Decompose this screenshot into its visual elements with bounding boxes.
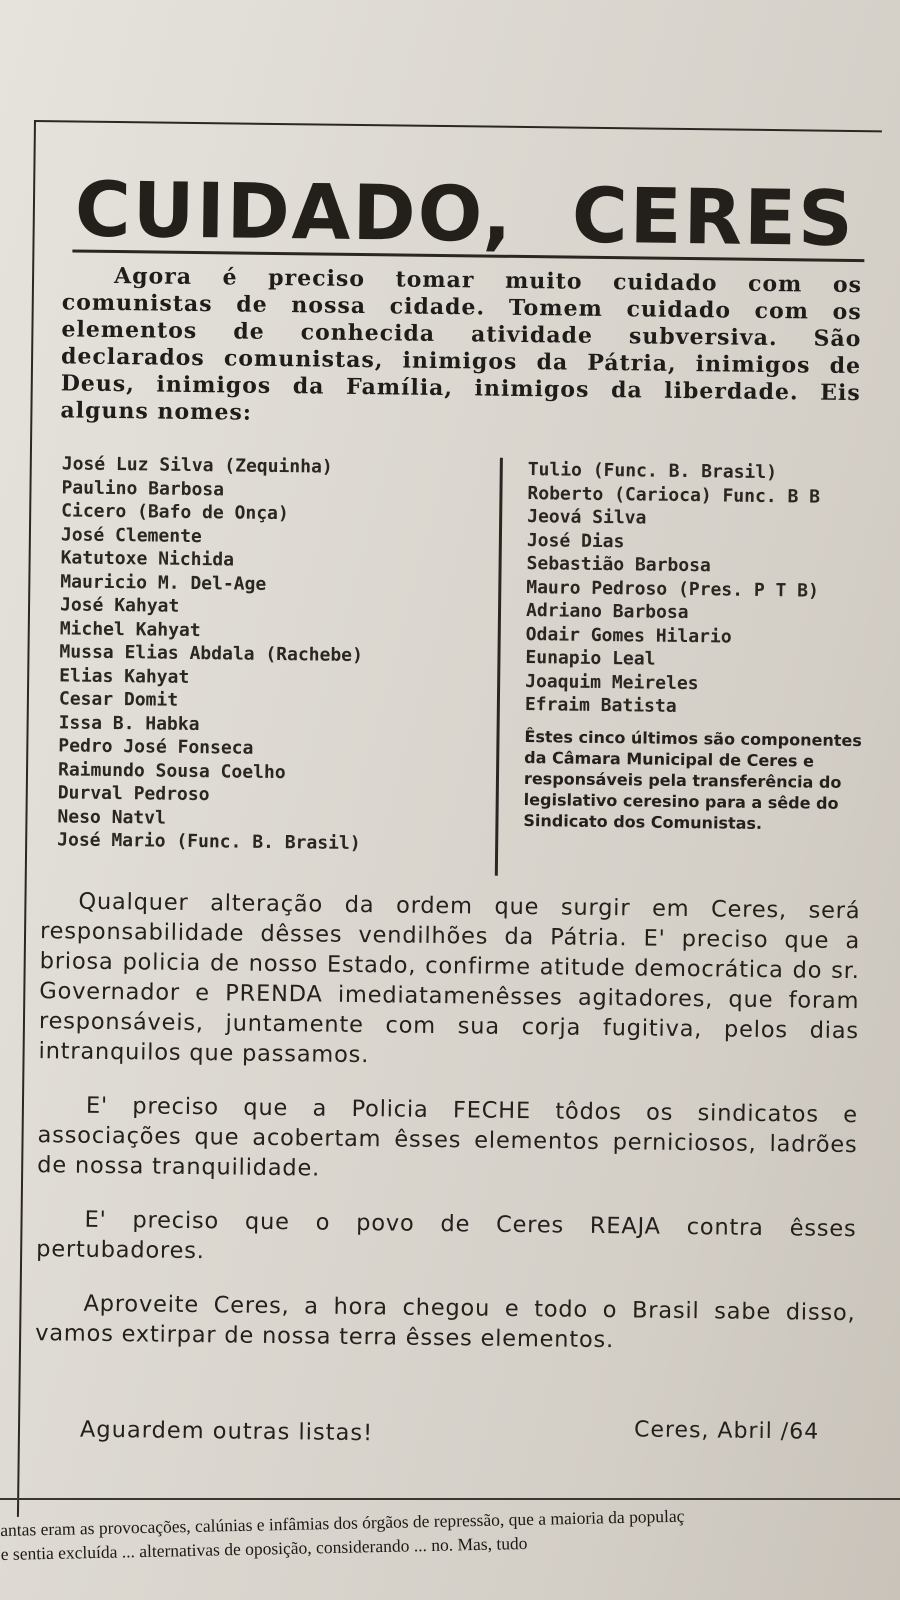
name-entry: Elias Kahyat [59, 664, 190, 688]
name-entry: Efraim Batista [524, 694, 677, 717]
name-entry: Mauro Pedroso (Pres. P T B) [526, 576, 820, 602]
name-entry: Roberto (Carioca) Func. B B [527, 482, 821, 508]
name-entry: José Mario (Func. B. Brasil) [57, 829, 361, 855]
name-entry: Odair Gomes Hilario [525, 623, 732, 648]
book-line: e sentia excluída ... alternativas de oposição, considerando ... no. Mas, tudo [0, 1532, 528, 1564]
name-entry: Sebastião Barbosa [526, 553, 711, 577]
name-entry: Jeová Silva [527, 506, 647, 529]
name-entry: Michel Kahyat [59, 617, 201, 641]
name-entry: Neso Natvl [57, 805, 166, 829]
name-entry: José Luz Silva (Zequinha) [61, 453, 333, 478]
name-entry: José Dias [526, 529, 625, 552]
council-note: Êstes cinco últimos são componentes da Câmara Municipal de Ceres e responsáveis pela transferência do legislativo ceresino para a sêde do Sindicato dos Comunistas. [523, 727, 862, 833]
flyer [17, 120, 882, 1527]
place-date-signature: Ceres, Abril /64 [633, 1417, 820, 1445]
body-paragraph: E' preciso que o povo de Ceres REAJA contra êsses pertubadores. [36, 1206, 857, 1265]
name-entry: Cicero (Bafo de Onça) [61, 500, 289, 525]
intro-paragraph: Agora é preciso tomar muito cuidado com os comunistas de nossa cidade. Tomem cuidado com os elementos de conhecida atividade subversiva. São declarados comunistas, inimigos da Pátria, inimigos de Deus, inimigos da Família, inimigos da liberdade. Eis alguns nomes: [60, 262, 863, 426]
book-rule [0, 1498, 900, 1500]
headline: CUIDADO, CERES [74, 164, 856, 264]
body-text [35, 886, 861, 1382]
name-entry: Cesar Domit [58, 688, 179, 711]
name-entry: Mussa Elias Abdala (Rachebe) [59, 641, 364, 667]
book-line: antas eram as provocações, calúnias e infâmias dos órgãos de repressão, que a maioria da populaç [0, 1505, 685, 1540]
names-left-column [57, 452, 482, 857]
body-paragraph: Aproveite Ceres, a hora chegou e todo o Brasil sabe disso, vamos extirpar de nossa terra êsses elementos. [35, 1290, 856, 1354]
closing-line: Aguardem outras listas! [79, 1416, 374, 1447]
body-paragraph: E' preciso que a Policia FECHE tôdos os sindicatos e associações que acobertam êsses elementos perniciosos, ladrões de nossa tranquilidade. [37, 1092, 859, 1182]
name-entry: Issa B. Habka [58, 711, 200, 735]
names-right-column [525, 458, 868, 721]
name-entry: José Kahyat [59, 594, 180, 617]
name-entry: Adriano Barbosa [525, 600, 689, 624]
body-paragraph: Qualquer alteração da ordem que surgir em Ceres, será responsabilidade dêsses vendilhões da Pátria. E' preciso que a briosa policia de nosso Estado, confirme atitude democrática do sr. Governador e PRENDA imediatamenêsses agitadores, que foram responsáveis, juntamente com sua corja fugitiva, pelos dias intranquilos que passamos. [38, 888, 861, 1069]
name-entry: Tulio (Func. B. Brasil) [527, 459, 778, 484]
name-entry: Pedro José Fonseca [58, 735, 254, 759]
name-entry: Katutoxe Nichida [60, 547, 235, 571]
name-entry: Paulino Barbosa [61, 476, 225, 500]
name-entry: José Clemente [60, 523, 202, 547]
name-entry: Joaquim Meireles [525, 670, 699, 694]
name-entry: Raimundo Sousa Coelho [57, 758, 286, 783]
name-entry: Durval Pedroso [57, 782, 210, 806]
name-entry: Eunapio Leal [525, 647, 656, 670]
name-entry: Mauricio M. Del-Age [60, 570, 267, 595]
column-divider [495, 458, 503, 876]
